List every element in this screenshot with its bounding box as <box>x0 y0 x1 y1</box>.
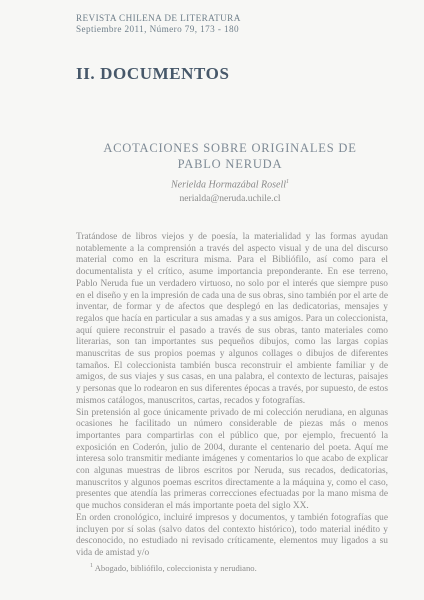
journal-name: REVISTA CHILENA DE LITERATURA <box>76 13 241 23</box>
article-author <box>96 179 364 190</box>
journal-issue: Septiembre 2011, Número 79, 173 - 180 <box>76 24 239 34</box>
section-title: II. DOCUMENTOS <box>76 64 230 83</box>
article-title: ACOTACIONES SOBRE ORIGINALES DE PABLO NERUDA <box>103 141 357 171</box>
body-paragraph: Sin pretensión al goce únicamente privado de mi colección nerudiana, en algunas ocasiones he facilitado un número considerable de piezas más o menos importantes para compartirlas con el público que, por ejemplo, frecuentó la exposición en Coderón, julio de 2004, durante el centenario del poeta. Aquí me interesa solo transmitir mediante imágenes y comentarios lo que acabo de explicar con algunas muestras de libros escritos por Neruda, sus recados, dedicatorias, manuscritos y algunos poemas escritos directamente a la máquina y, como el caso, presentes que atendía las primeras correcciones efectuadas por la mano misma de que muchos consideran el más importante poeta del siglo XX. <box>76 407 388 512</box>
footnote <box>90 563 390 573</box>
article-body <box>76 232 388 560</box>
footnote-mark: 1 <box>90 563 93 570</box>
author-email: nerialda@neruda.uchile.cl <box>179 193 281 204</box>
author-footnote-mark: 1 <box>286 179 289 185</box>
author-name: Nerielda Hormazábal Rosell <box>171 179 286 191</box>
body-paragraph: Tratándose de libros viejos y de poesía, la materialidad y las formas ayudan notablemente a la comprensión a través del aspecto visual y de una del discurso material como en la escritura misma. Para el Bibliófilo, así como para el documentalista y el crítico, asume importancia preponderante. En ese terreno, Pablo Neruda fue un verdadero virtuoso, no solo por el interés que siempre puso en el diseño y en la impresión de cada una de sus obras, sino también por el arte de inventar, de formar y de afectos que desplegó en las dedicatorias, mensajes y regalos que hacía en particular a sus amadas y a sus amigos. Para un coleccionista, aquí quiere reconstruir el pasado a través de sus obras, tanto materiales como literarias, son tan importantes sus pequeños dibujos, como las largas copias manuscritas de sus propios poemas y algunos collages o dibujos de diferentes tamaños. El coleccionista también busca reconstruir el ambiente familiar y de amigos, de sus viajes y sus casas, en una palabra, el contexto de lecturas, paisajes y personas que lo rodearon en sus diferentes épocas a través, por supuesto, de estos mismos catálogos, manuscritos, cartas, recados y fotografías. <box>76 232 388 406</box>
body-paragraph: En orden cronológico, incluiré impresos y documentos, y también fotografías que incluyen por sí solas (salvo datos del contexto histórico), todo material inédito y desconocido, no estudiado ni revisado críticamente, elementos muy ligados a su vida de amistad y/o <box>76 512 388 558</box>
footnote-text: Abogado, bibliófilo, coleccionista y nerudiano. <box>94 563 257 573</box>
journal-header <box>76 13 241 35</box>
